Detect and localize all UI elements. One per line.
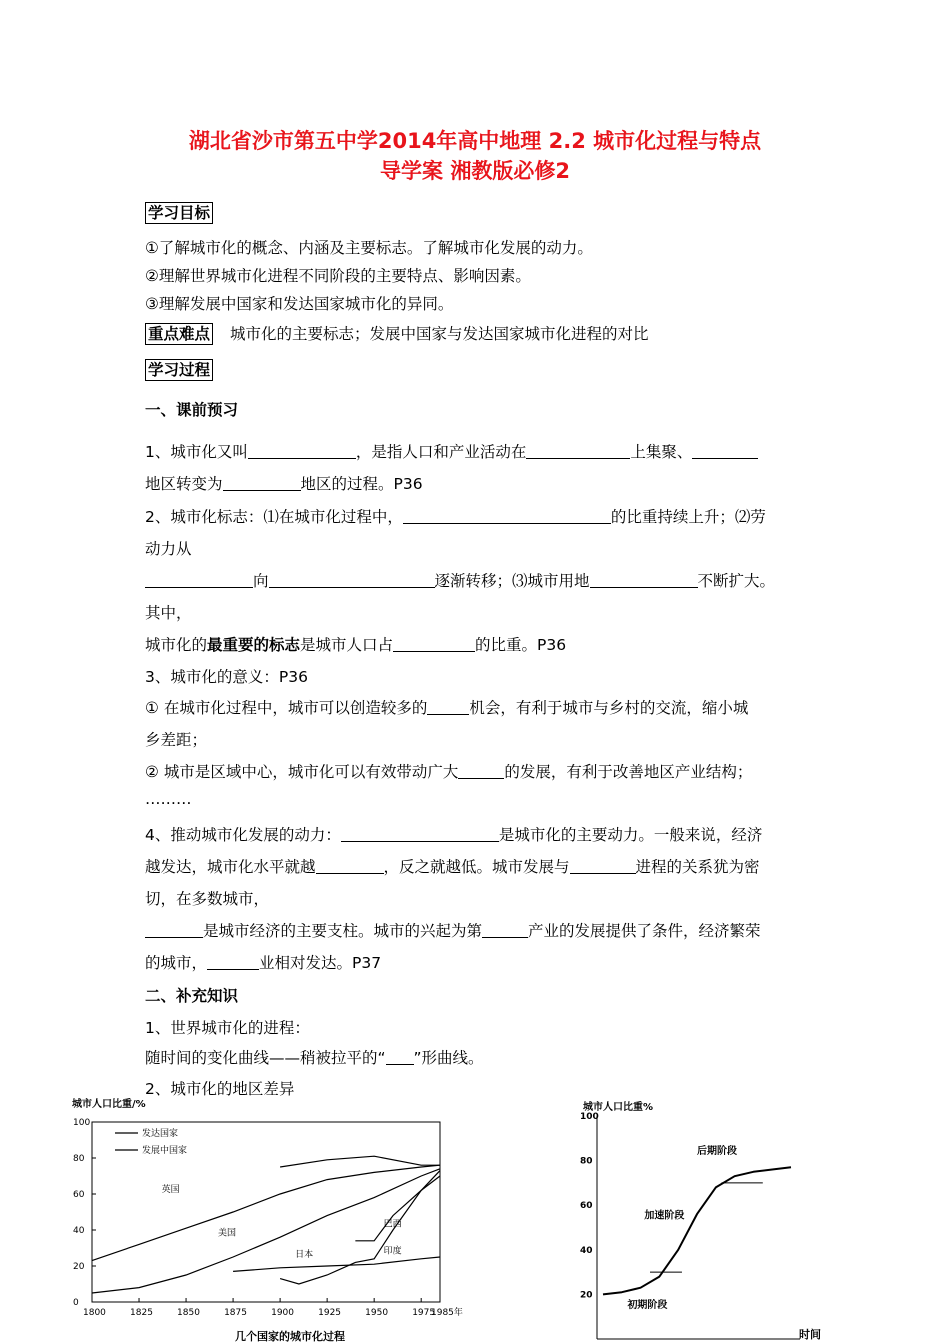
chart2-stage-label: 初期阶段	[627, 1299, 668, 1311]
chart1-series-label: 英国	[161, 1185, 180, 1196]
chart1-series-label: 日本	[295, 1250, 314, 1260]
chart1-y-tick-label: 80	[73, 1154, 85, 1164]
urbanization-chart-stages	[575, 1096, 835, 1344]
document-title-line2: 导学案 湘教版必修2	[380, 159, 570, 183]
chart1-x-tick-label: 1875	[224, 1308, 247, 1318]
chart2-y-tick-label: 100	[580, 1112, 599, 1122]
objectives-heading-row	[145, 202, 213, 224]
chart2-stage-label: 后期阶段	[697, 1145, 737, 1157]
chart1-series-label: 美国	[218, 1228, 237, 1239]
chart1-series-label: 印度	[383, 1246, 402, 1257]
chart2-y-tick-label: 60	[580, 1201, 593, 1212]
chart2-stage-label: 加速阶段	[644, 1210, 685, 1222]
chart1-legend	[115, 1127, 187, 1156]
chart2-ylabel: 城市人口比重%	[583, 1102, 654, 1113]
process-heading-row	[145, 359, 213, 381]
q2-line2: 动力从	[145, 540, 192, 558]
q4-line3: 切，在多数城市，	[145, 890, 270, 908]
q4-line4: 是城市经济的主要支柱。城市的兴起为第 产业的发展提供了条件，经济繁荣	[145, 919, 761, 941]
chart1-series-line	[355, 1176, 440, 1241]
q3-line5: ………	[145, 790, 192, 808]
q3-line4: ② 城市是区域中心，城市化可以有效带动广大 的发展，有利于改善地区产业结构；	[145, 763, 753, 781]
chart1-title: 几个国家的城市化过程	[235, 1330, 345, 1343]
chart1-y-tick-label: 20	[73, 1262, 85, 1272]
chart1-y-tick-label: 40	[73, 1226, 85, 1236]
objective-item: ③理解发展中国家和发达国家城市化的异同。	[145, 295, 454, 313]
chart1-legend-label: 发展中国家	[142, 1146, 188, 1156]
chart1-y-tick-label: 60	[73, 1190, 85, 1200]
chart1-x-tick-label: 1975	[412, 1308, 436, 1318]
q4-line5: 的城市， 业相对发达。P37	[145, 954, 382, 972]
chart2-curve	[603, 1167, 791, 1294]
urbanization-chart-countries	[70, 1096, 470, 1344]
objective-item: ①了解城市化的概念、内涵及主要标志。了解城市化发展的动力。	[145, 239, 593, 257]
chart1-series-line	[280, 1156, 440, 1167]
chart1-series-label: 巴西	[383, 1219, 402, 1230]
chart2-y-tick-label: 80	[580, 1156, 593, 1167]
chart1-series-line	[233, 1257, 440, 1271]
chart1-x-tick-label: 1950	[365, 1308, 389, 1318]
chart1-x-tick-label: 1900	[271, 1308, 295, 1318]
q3-line3: 乡差距；	[145, 731, 208, 749]
objective-item: ②理解世界城市化进程不同阶段的主要特点、影响因素。	[145, 267, 531, 285]
section2-item1: 1、世界城市化的进程：	[145, 1019, 310, 1037]
key-points-row	[145, 322, 648, 345]
chart2-y-tick-label: 20	[580, 1290, 593, 1301]
q4-line2: 越发达，城市化水平就越 ，反之就越低。城市发展与 进程的关系犹为密	[145, 858, 760, 876]
q2-line3: 向 逐渐转移；⑶城市用地 不断扩大。	[145, 569, 775, 591]
q4-line1: 4、推动城市化发展的动力： 是城市化的主要动力。一般来说，经济	[145, 826, 763, 844]
q3-line1: 3、城市化的意义：P36	[145, 668, 308, 686]
chart1-x-tick-label: 1925	[318, 1308, 342, 1318]
chart2-y-tick-label: 40	[580, 1245, 593, 1256]
chart1-x-tick-label: 1800	[83, 1308, 106, 1318]
objectives-heading: 学习目标	[145, 202, 213, 224]
chart1-y-tick-label: 100	[73, 1118, 91, 1128]
q2-line4: 其中，	[145, 604, 192, 622]
q2-line1: 2、城市化标志：⑴在城市化过程中， 的比重持续上升；⑵劳	[145, 508, 766, 526]
section2-heading: 二、补充知识	[145, 987, 239, 1005]
chart1-legend-label: 发达国家	[142, 1129, 179, 1139]
chart1-x-tick-label: 1825	[130, 1308, 153, 1318]
chart2-xlabel: 时间	[799, 1328, 821, 1341]
q3-line2: ① 在城市化过程中，城市可以创造较多的 机会，有利于城市与乡村的交流，缩小城	[145, 699, 749, 717]
q2-line5: 城市化的最重要的标志是城市人口占 的比重。P36	[145, 636, 567, 654]
chart1-series-line	[92, 1169, 440, 1293]
key-points-text: 城市化的主要标志；发展中国家与发达国家城市化进程的对比	[229, 325, 649, 343]
section1-heading: 一、课前预习	[145, 401, 239, 419]
q1-line1: 1、城市化又叫 ，是指人口和产业活动在 上集聚、	[145, 440, 758, 462]
chart1-x-tick-label: 1850	[177, 1308, 200, 1318]
document-title-line1: 湖北省沙市第五中学2014年高中地理 2.2 城市化过程与特点	[188, 129, 762, 153]
key-points-heading: 重点难点	[145, 323, 213, 345]
chart1-x-tick-label: 1985年	[431, 1308, 463, 1318]
section2-item2: 2、城市化的地区差异	[145, 1080, 295, 1098]
chart1-y-tick-label: 0	[73, 1298, 79, 1308]
section2-item1-text: 随时间的变化曲线——稍被拉平的“ ”形曲线。	[145, 1049, 484, 1067]
q1-line2: 地区转变为 地区的过程。P36	[145, 475, 423, 493]
process-heading: 学习过程	[145, 359, 213, 381]
chart1-ylabel: 城市人口比重/%	[72, 1099, 146, 1110]
